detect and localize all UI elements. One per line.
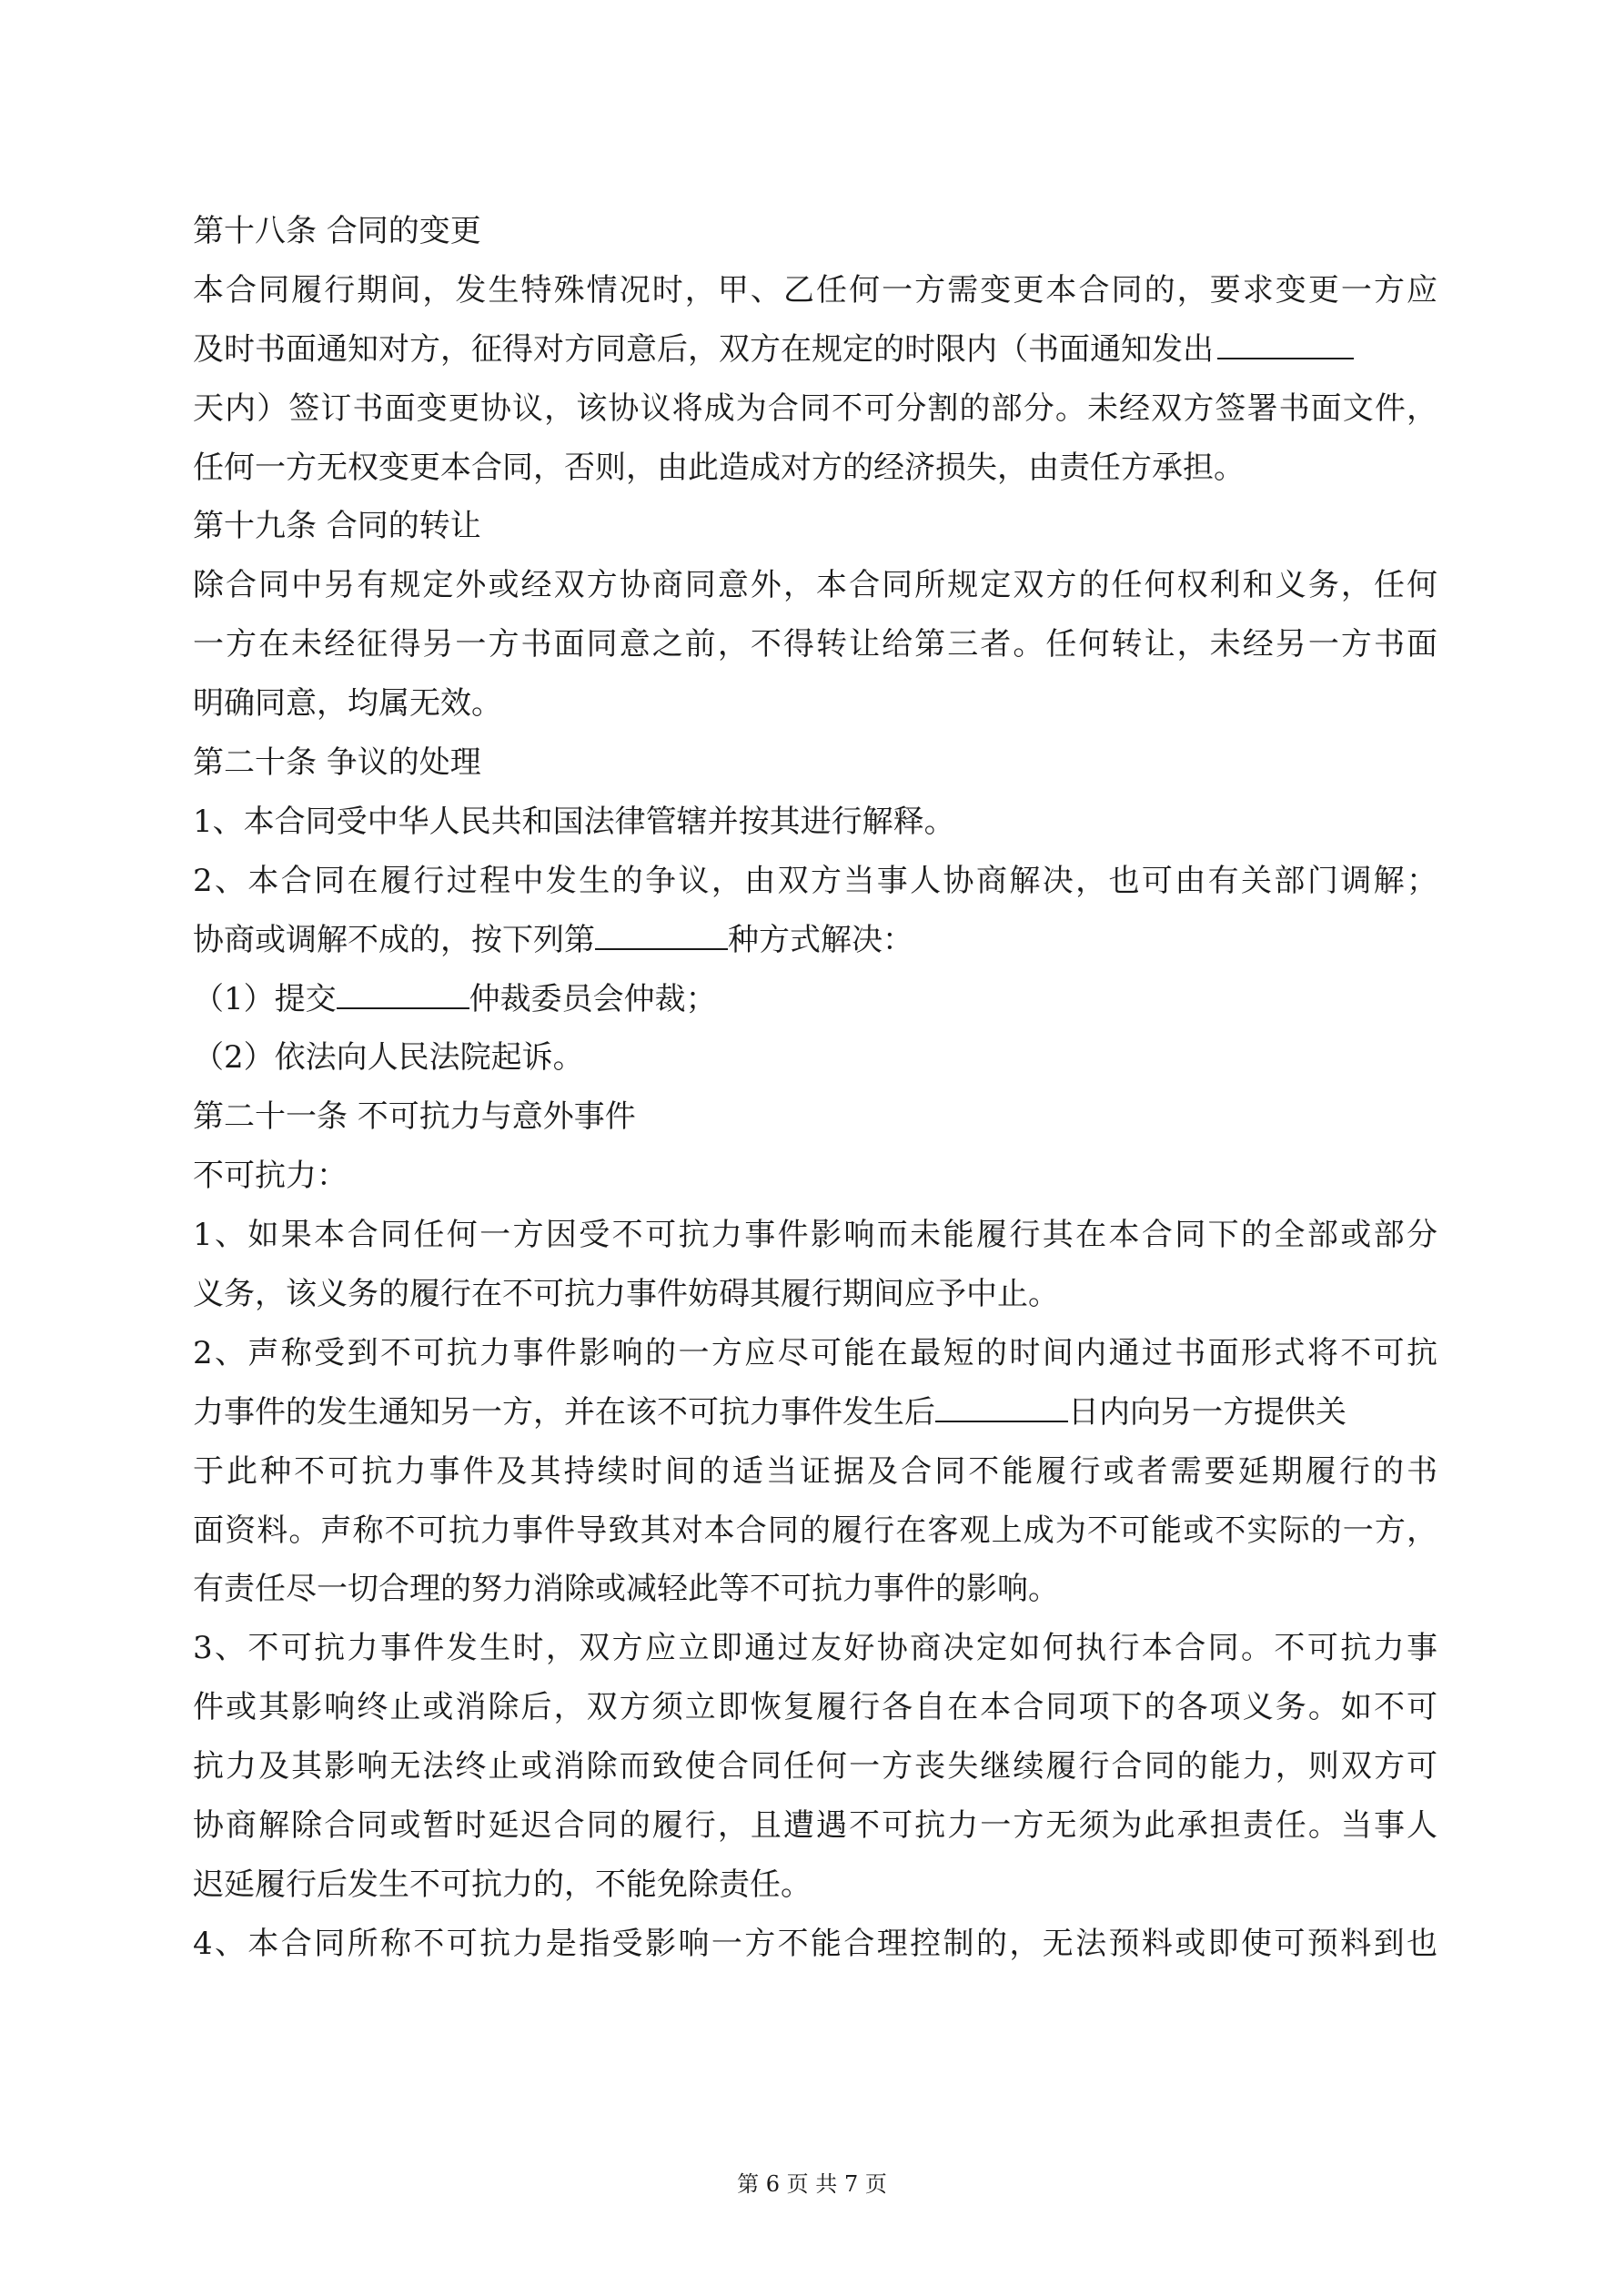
- paragraph-line: 天内）签订书面变更协议，该协议将成为合同不可分割的部分。未经双方签署书面文件，: [193, 389, 1437, 427]
- document-body: [193, 202, 1437, 1974]
- paragraph-line: [193, 911, 1437, 970]
- article-18-heading: 第十八条 合同的变更: [193, 213, 481, 249]
- paragraph-line: 4、本合同所称不可抗力是指受影响一方不能合理控制的，无法预料或即使可预料到也: [193, 1925, 1437, 1962]
- paragraph-line: 3、不可抗力事件发生时，双方应立即通过友好协商决定如何执行本合同。不可抗力事: [193, 1630, 1437, 1667]
- line-text: 及时书面通知对方，征得对方同意后，双方在规定的时限内（书面通知发出: [193, 330, 1214, 368]
- fill-in-blank: [1217, 330, 1354, 359]
- paragraph-line: [193, 320, 1437, 379]
- article-21-heading: 第二十一条 不可抗力与意外事件: [193, 1098, 636, 1136]
- paragraph-line: 2、本合同在履行过程中发生的争议，由双方当事人协商解决，也可由有关部门调解；: [193, 862, 1437, 899]
- line-text: 种方式解决：: [728, 921, 913, 958]
- paragraph-line: 于此种不可抗力事件及其持续时间的适当证据及合同不能履行或者需要延期履行的书: [193, 1452, 1437, 1490]
- article-20-heading: 第二十条 争议的处理: [193, 744, 481, 782]
- fill-in-blank: [935, 1393, 1068, 1422]
- paragraph-line: [193, 970, 1437, 1029]
- paragraph-line: 面资料。声称不可抗力事件导致其对本合同的履行在客观上成为不可能或不实际的一方，: [193, 1512, 1437, 1549]
- paragraph-line: 抗力及其影响无法终止或消除而致使合同任何一方丧失继续履行合同的能力，则双方可: [193, 1748, 1437, 1785]
- fill-in-blank: [337, 980, 469, 1009]
- paragraph-line: 一方在未经征得另一方书面同意之前，不得转让给第三者。任何转让，未经另一方书面: [193, 626, 1437, 663]
- line-text: 力事件的发生通知另一方，并在该不可抗力事件发生后: [193, 1393, 935, 1431]
- paragraph-line: 本合同履行期间，发生特殊情况时，甲、乙任何一方需变更本合同的，要求变更一方应: [193, 271, 1437, 308]
- line-text: （1）提交: [193, 980, 337, 1017]
- fill-in-blank: [595, 921, 728, 950]
- paragraph-line: 任何一方无权变更本合同，否则，由此造成对方的经济损失，由责任方承担。: [193, 449, 1245, 486]
- paragraph-line: 1、本合同受中华人民共和国法律管辖并按其进行解释。: [193, 803, 955, 840]
- paragraph-line: 1、如果本合同任何一方因受不可抗力事件影响而未能履行其在本合同下的全部或部分: [193, 1217, 1437, 1254]
- line-text: 仲裁委员会仲裁；: [469, 980, 717, 1017]
- paragraph-line: 迟延履行后发生不可抗力的，不能免除责任。: [193, 1866, 812, 1903]
- page-number: 第 6 页 共 7 页: [737, 2171, 887, 2197]
- paragraph-line: （2）依法向人民法院起诉。: [193, 1039, 584, 1077]
- paragraph-line: 2、声称受到不可抗力事件影响的一方应尽可能在最短的时间内通过书面形式将不可抗: [193, 1334, 1437, 1371]
- line-text: 日内向另一方提供关: [1068, 1393, 1347, 1431]
- article-19-heading: 第十九条 合同的转让: [193, 508, 481, 545]
- subheading: 不可抗力：: [193, 1158, 348, 1195]
- paragraph-line: 件或其影响终止或消除后，双方须立即恢复履行各自在本合同项下的各项义务。如不可: [193, 1689, 1437, 1726]
- line-text: 协商或调解不成的，按下列第: [193, 921, 595, 958]
- paragraph-line: 有责任尽一切合理的努力消除或减轻此等不可抗力事件的影响。: [193, 1571, 1059, 1608]
- paragraph-line: 协商解除合同或暂时延迟合同的履行，且遭遇不可抗力一方无须为此承担责任。当事人: [193, 1807, 1437, 1845]
- paragraph-line: 明确同意，均属无效。: [193, 685, 502, 723]
- paragraph-line: 义务，该义务的履行在不可抗力事件妨碍其履行期间应予中止。: [193, 1276, 1059, 1313]
- paragraph-line: 除合同中另有规定外或经双方协商同意外，本合同所规定双方的任何权利和义务，任何: [193, 567, 1437, 604]
- paragraph-line: [193, 1383, 1437, 1442]
